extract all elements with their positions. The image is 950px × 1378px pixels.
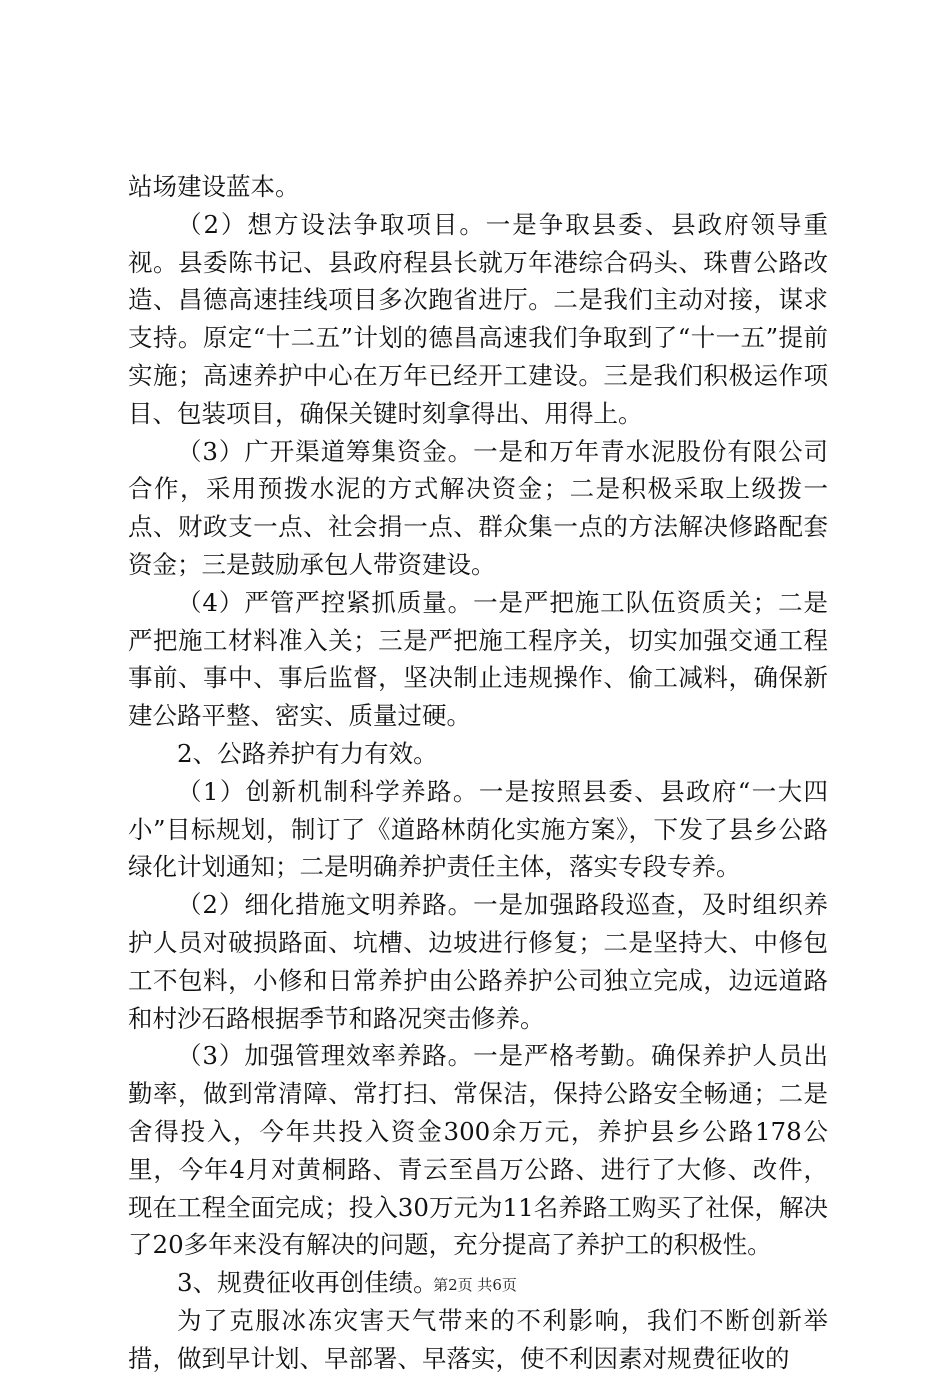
paragraph-efficient-maintenance: （3）加强管理效率养路。一是严格考勤。确保养护人员出勤率，做到常清障、常打扫、常保洁，保持公路安全畅通；二是舍得投入，今年共投入资金300余万元，养护县乡公路178公里，今年4月对黄桐路、青云至昌万公路、进行了大修、改件，现在工程全面完成；投入30万元为11名养路工购买了社保，解决了20多年来没有解决的问题，充分提高了养护工的积极性。 bbox=[128, 1041, 828, 1260]
paragraph-continuation: 站场建设蓝本。 bbox=[128, 172, 300, 201]
paragraph-raise-funds: （3）广开渠道筹集资金。一是和万年青水泥股份有限公司合作，采用预拨水泥的方式解决资金；二是积极采取上级拨一点、财政支一点、社会捐一点、群众集一点的方法解决修路配套资金；三是鼓励承包人带资建设。 bbox=[128, 436, 828, 579]
page-footer: 第2页 共6页 bbox=[433, 1276, 517, 1294]
heading-road-maintenance: 2、公路养护有力有效。 bbox=[177, 738, 438, 768]
document-body bbox=[128, 168, 828, 1378]
paragraph-innovative-maintenance: （1）创新机制科学养路。一是按照县委、县政府“一大四小”目标规划，制订了《道路林荫化实施方案》，下发了县乡公路绿化计划通知；二是明确养护责任主体，落实专段专养。 bbox=[128, 776, 828, 882]
paragraph-civilized-maintenance: （2）细化措施文明养路。一是加强路段巡查，及时组织养护人员对破损路面、坑槽、边坡进行修复；二是坚持大、中修包工不包料，小修和日常养护由公路养护公司独立完成，边远道路和村沙石路根据季节和路况突击修养。 bbox=[128, 890, 828, 1033]
paragraph-quality-control: （4）严管严控紧抓质量。一是严把施工队伍资质关；二是严把施工材料准入关；三是严把施工程序关，切实加强交通工程事前、事中、事后监督，坚决制止违规操作、偷工减料，确保新建公路平整、密实、质量过硬。 bbox=[128, 587, 828, 731]
paragraph-fee-collection: 为了克服冰冻灾害天气带来的不利影响，我们不断创新举措，做到早计划、早部署、早落实，使不利因素对规费征收的 bbox=[128, 1305, 828, 1373]
heading-fee-collection: 3、规费征收再创佳绩。 bbox=[177, 1268, 438, 1298]
paragraph-strive-projects: （2）想方设法争取项目。一是争取县委、县政府领导重视。县委陈书记、县政府程县长就万年港综合码头、珠曹公路改造、昌德高速挂线项目多次跑省进厅。二是我们主动对接，谋求支持。原定“十二五”计划的德昌高速我们争取到了“十一五”提前实施；高速养护中心在万年已经开工建设。三是我们积极运作项目、包装项目，确保关键时刻拿得出、用得上。 bbox=[128, 209, 828, 428]
